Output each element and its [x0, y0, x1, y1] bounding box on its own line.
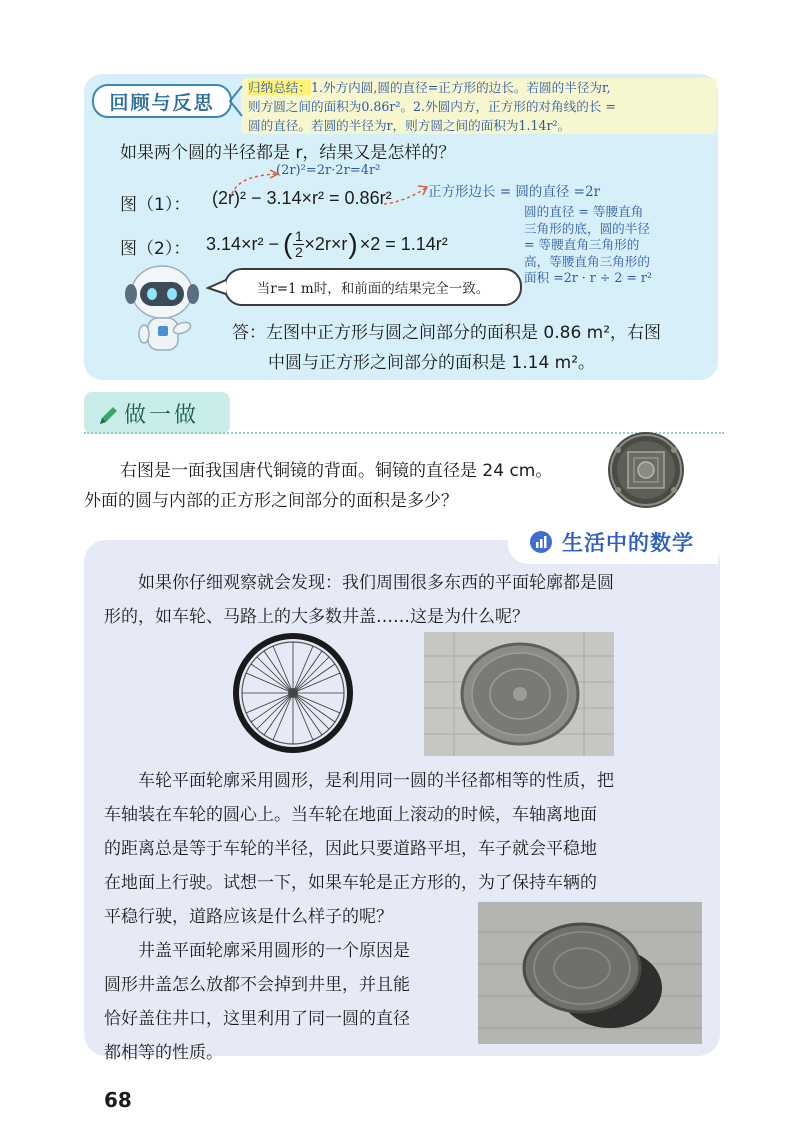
side-note-line-3: = 等腰直角三角形的 [524, 237, 640, 252]
manhole-cover-photo [424, 632, 614, 756]
intro-line-1: 如果你仔细观察就会发现：我们周围很多东西的平面轮廓都是圆 [138, 573, 614, 593]
fig2-fraction-numerator: 1 [294, 227, 303, 244]
fig2-fraction [293, 229, 304, 260]
summary-line-2: 则方圆之间的面积为0.86r²。2.外圆内方，正方形的对角线的长 = [248, 99, 616, 114]
answer-line-2: 中圆与正方形之间部分的面积是 1.14 m²。 [268, 353, 596, 373]
doit-question-line-2: 外面的圆与内部的正方形之间部分的面积是多少？ [84, 491, 458, 511]
summary-line-3: 圆的直径。若圆的半径为r，则方圆之间的面积为1.14r²。 [248, 118, 571, 133]
wheel-para-line-5: 平稳行驶，道路应该是什么样子的呢？ [104, 907, 393, 927]
note-square-expansion: (2r)²=2r·2r=4r² [276, 163, 381, 178]
doit-question-line-1: 右图是一面我国唐代铜镜的背面。铜镜的直径是 24 cm。 [120, 461, 553, 481]
bronze-mirror-image [592, 430, 700, 510]
fig2-fraction-denominator: 2 [294, 243, 303, 260]
fig2-formula-part-a: 3.14×r² − [206, 233, 280, 254]
fig2-formula [206, 224, 448, 264]
side-note-line-5: 面积 =2r · r ÷ 2 = r² [524, 270, 653, 285]
robot-speech-bubble [224, 268, 522, 306]
fig2-close-paren: ) [348, 228, 358, 259]
review-tab-chevron-icon [226, 84, 246, 118]
answer-line-1: 答：左图中正方形与圆之间部分的面积是 0.86 m²，右图 [232, 323, 662, 343]
side-note-line-4: 高，等腰直角三角形的 [524, 253, 650, 269]
wheel-para-line-2: 车轴装在车轮的圆心上。当车轮在地面上滚动的时候，车轴离地面 [104, 805, 597, 825]
side-note-line-1: 圆的直径 = 等腰直角 [524, 204, 644, 219]
cover-para-line-1: 井盖平面轮廓采用圆形的一个原因是 [138, 941, 410, 961]
bicycle-wheel-image [232, 632, 354, 754]
intro-line-2: 形的，如车轮、马路上的大多数井盖……这是为什么呢？ [104, 607, 529, 627]
open-manhole-photo [478, 902, 702, 1044]
bar-chart-icon [530, 531, 552, 553]
fig2-open-paren: ( [283, 228, 293, 259]
wheel-para-line-3: 的距离总是等于车轮的半径，因此只要道路平坦，车子就会平稳地 [104, 839, 597, 859]
fig2-formula-part-c: ×2 = 1.14r² [359, 233, 448, 254]
wheel-para-line-1: 车轮平面轮廓采用圆形，是利用同一圆的半径都相等的性质，把 [138, 771, 614, 791]
side-note-line-2: 三角形的底，圆的半径 [524, 220, 650, 236]
doit-label: 做一做 [124, 403, 200, 428]
summary-text-1: 1.外方内圆,圆的直径=正方形的边长。若圆的半径为r, [310, 80, 611, 95]
pencil-icon [96, 404, 120, 428]
cover-para-line-4: 都相等的性质。 [104, 1043, 223, 1063]
fig2-label: 图（2）： [120, 239, 191, 259]
summary-line-1 [248, 78, 611, 97]
robot-mascot-icon [118, 262, 210, 362]
life-math-tab [508, 520, 718, 564]
summary-label: 归纳总结： [248, 80, 311, 95]
fig2-formula-part-b: ×2r×r [304, 233, 348, 254]
cover-para-line-2: 圆形井盖怎么放都不会掉到井里，并且能 [104, 975, 410, 995]
note-arrow-right-icon [382, 178, 432, 208]
review-tab-label: 回顾与反思 [109, 91, 215, 114]
fig1-formula: (2r)² − 3.14×r² = 0.86r² [212, 188, 392, 208]
note-side-length: 正方形边长 = 圆的直径 =2r [428, 184, 601, 200]
cover-para-line-3: 恰好盖住井口，这里利用了同一圆的直径 [104, 1009, 410, 1029]
speech-pointer-icon [206, 278, 228, 296]
page-number: 68 [104, 1088, 132, 1112]
life-math-label: 生活中的数学 [562, 531, 694, 555]
wheel-para-line-4: 在地面上行驶。试想一下，如果车轮是正方形的，为了保持车辆的 [104, 873, 597, 893]
review-tab [92, 84, 232, 118]
review-question: 如果两个圆的半径都是 r，结果又是怎样的？ [120, 143, 456, 163]
speech-text: 当r=1 m时，和前面的结果完全一致。 [256, 281, 490, 297]
fig1-label: 图（1）： [120, 195, 191, 215]
